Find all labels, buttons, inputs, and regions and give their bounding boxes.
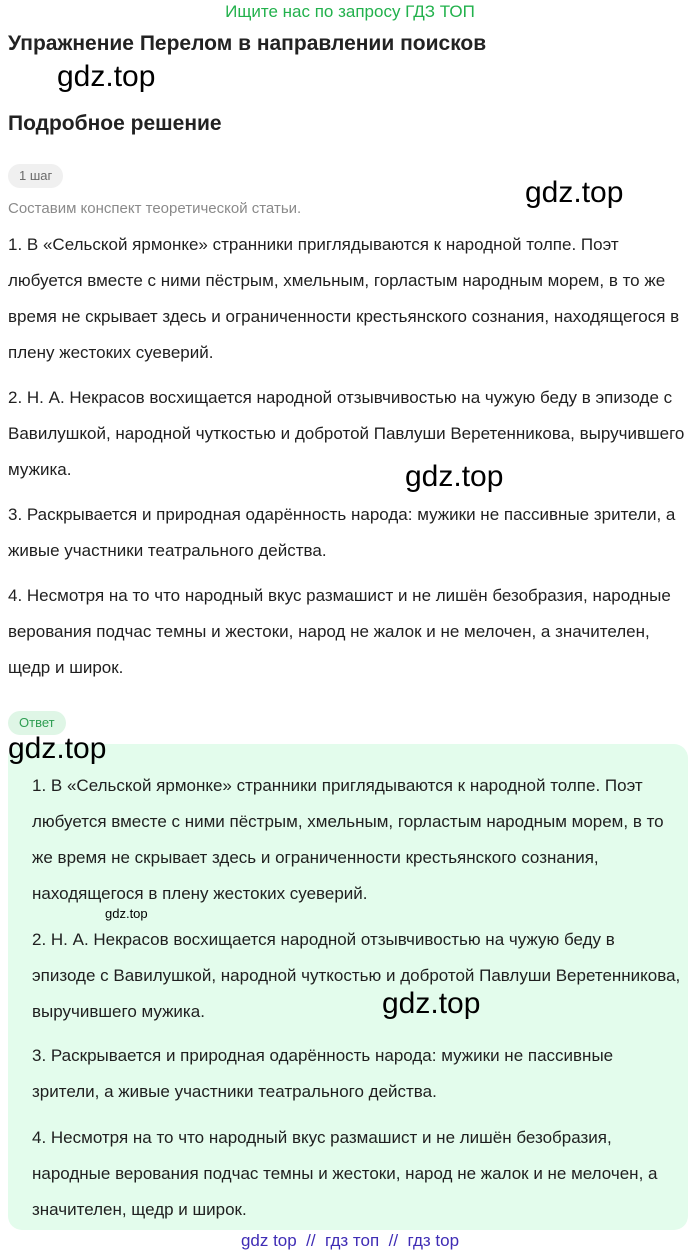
watermark: gdz.top bbox=[105, 906, 148, 921]
solution-paragraph-4: 4. Несмотря на то что народный вкус размашист и не лишён безобразия, народные верования подчас темны и жестоки, народ не жалок и не мелочен, а значителен, щедр и широк. bbox=[8, 586, 671, 677]
watermark: gdz.top bbox=[382, 987, 481, 1020]
solution-paragraph-1: 1. В «Сельской ярмонке» странники приглядываются к народной толпе. Поэт любуется вместе с ними пёстрым, хмельным, горластым народным морем, в то же время не скрывает здесь и ограниченности крестьянского сознания, находящегося в плену жестоких суеверий. bbox=[8, 235, 680, 362]
solution-paragraph-3: 3. Раскрывается и природная одарённость народа: мужики не пассивные зрители, а живые участники театрального действа. bbox=[8, 505, 676, 560]
promo-banner[interactable]: Ищите нас по запросу ГДЗ ТОП bbox=[225, 2, 475, 21]
watermark: gdz.top bbox=[8, 732, 107, 765]
watermark: gdz.top bbox=[525, 176, 624, 209]
page-title: Упражнение Перелом в направлении поисков bbox=[8, 32, 487, 55]
answer-paragraph-2: 2. Н. А. Некрасов восхищается народной отзывчивостью на чужую беду в эпизоде с Вавилушкой, народной чуткостью и добротой Павлуши Веретенникова, выручившего мужика. bbox=[32, 930, 681, 1021]
footer-links[interactable]: gdz top // гдз топ // гдз top bbox=[240, 1231, 460, 1250]
section-heading: Подробное решение bbox=[8, 112, 222, 135]
answer-paragraph-3: 3. Раскрывается и природная одарённость народа: мужики не пассивные зрители, а живые участники театрального действа. bbox=[32, 1046, 614, 1101]
solution-paragraph-2: 2. Н. А. Некрасов восхищается народной отзывчивостью на чужую беду в эпизоде с Вавилушкой, народной чуткостью и добротой Павлуши Веретенникова, выручившего мужика. bbox=[8, 388, 685, 479]
watermark: gdz.top bbox=[57, 60, 156, 93]
watermark: gdz.top bbox=[405, 460, 504, 493]
step-intro: Составим конспект теоретической статьи. bbox=[8, 200, 302, 217]
answer-paragraph-1: 1. В «Сельской ярмонке» странники приглядываются к народной толпе. Поэт любуется вместе с ними пёстрым, хмельным, горластым народным морем, в то же время не скрывает здесь и ограниченности крестьянского сознания, находящегося в плену жестоких суеверий. bbox=[32, 776, 664, 903]
answer-badge: Ответ bbox=[8, 711, 66, 735]
step-badge: 1 шаг bbox=[8, 164, 63, 188]
answer-paragraph-4: 4. Несмотря на то что народный вкус размашист и не лишён безобразия, народные верования подчас темны и жестоки, народ не жалок и не мелочен, а значителен, щедр и широк. bbox=[32, 1128, 658, 1219]
